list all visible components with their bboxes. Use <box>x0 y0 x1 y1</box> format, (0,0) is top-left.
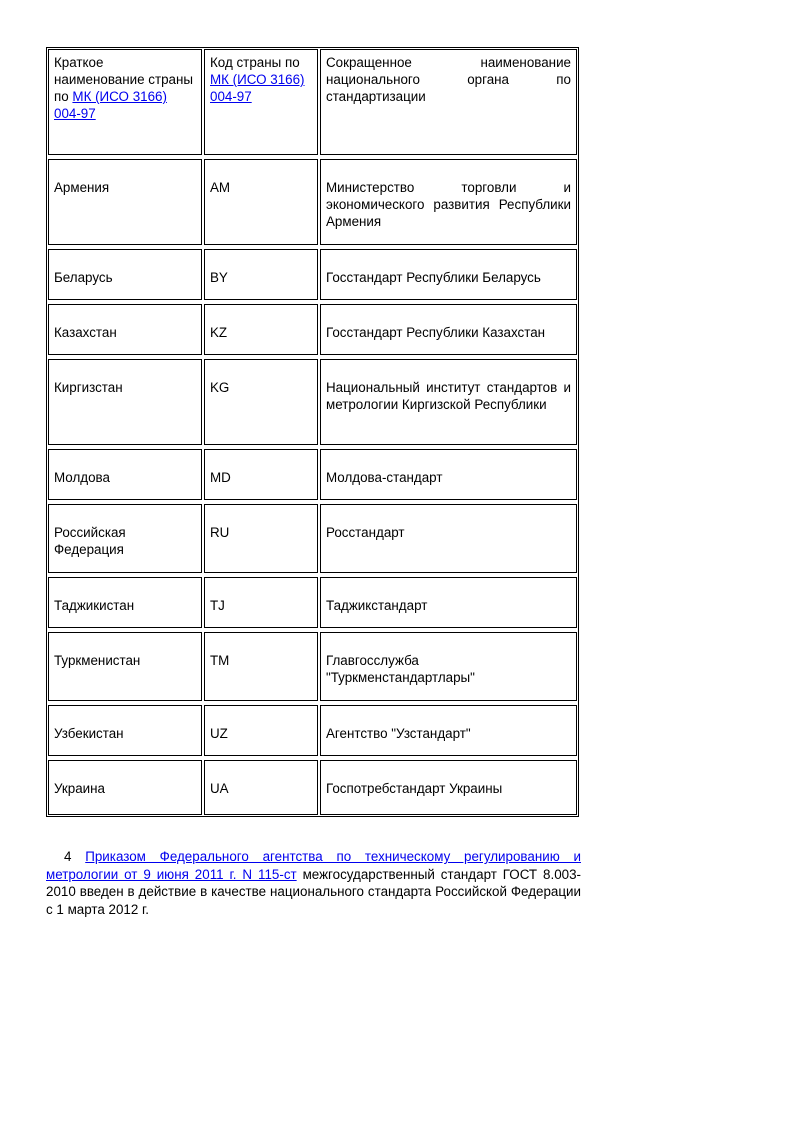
table-row-code: UZ <box>204 705 318 756</box>
footnote-number: 4 <box>64 849 72 864</box>
header-standards-body <box>320 49 577 155</box>
table-row-country: Узбекистан <box>48 705 202 756</box>
table-row-body: Министерство торговли и экономического развития Республики Армения <box>320 159 577 245</box>
table-row-code: RU <box>204 504 318 573</box>
table-row-body: Госстандарт Республики Казахстан <box>320 304 577 355</box>
footnote-text: межгосударственный стандарт ГОСТ 8.003-2010 введен в действие в качестве национального стандарта Российской Федерации с 1 марта 2012 г. <box>46 866 581 917</box>
table-row-country: Казахстан <box>48 304 202 355</box>
header-country-name-link[interactable]: МК (ИСО 3166) 004-97 <box>54 89 167 121</box>
header-country-name <box>48 49 202 155</box>
table-row-country: Беларусь <box>48 249 202 300</box>
footnote-order-link[interactable]: Приказом Федерального агентства по техническому регулированию и метрологии от 9 июня 2011 г. N 115-ст <box>46 849 581 882</box>
table-row-body: Росстандарт <box>320 504 577 573</box>
table-row-code: TM <box>204 632 318 701</box>
table-row-country: Армения <box>48 159 202 245</box>
header-country-code-text: Код страны по <box>210 55 300 70</box>
table-row-country: Киргизстан <box>48 359 202 445</box>
table-row-body: Госпотребстандарт Украины <box>320 760 577 815</box>
header-country-code-link[interactable]: МК (ИСО 3166) 004-97 <box>210 72 305 104</box>
table-row-body: Агентство "Узстандарт" <box>320 705 577 756</box>
table-row-country: Туркменистан <box>48 632 202 701</box>
table-row-body: Национальный институт стандартов и метрологии Киргизской Республики <box>320 359 577 445</box>
table-row-code: TJ <box>204 577 318 628</box>
table-row-body: Главгосслужба "Туркменстандартлары" <box>320 632 577 701</box>
table-row-country: Таджикистан <box>48 577 202 628</box>
table-row-code: UA <box>204 760 318 815</box>
table-row-country: Молдова <box>48 449 202 500</box>
table-row-code: KZ <box>204 304 318 355</box>
table-row-country: Украина <box>48 760 202 815</box>
table-row-body: Молдова-стандарт <box>320 449 577 500</box>
header-country-name-text: Краткое наименование страны по <box>54 55 194 104</box>
header-standards-body-text: Сокращенное наименование национального органа по стандартизации <box>326 55 571 104</box>
table-row-body: Таджикстандарт <box>320 577 577 628</box>
table-row-code: BY <box>204 249 318 300</box>
footnote <box>46 848 581 918</box>
table-row-country: Российская Федерация <box>48 504 202 573</box>
table-row-code: KG <box>204 359 318 445</box>
header-country-code <box>204 49 318 155</box>
table-row-code: AM <box>204 159 318 245</box>
table-row-body: Госстандарт Республики Беларусь <box>320 249 577 300</box>
table-row-code: MD <box>204 449 318 500</box>
